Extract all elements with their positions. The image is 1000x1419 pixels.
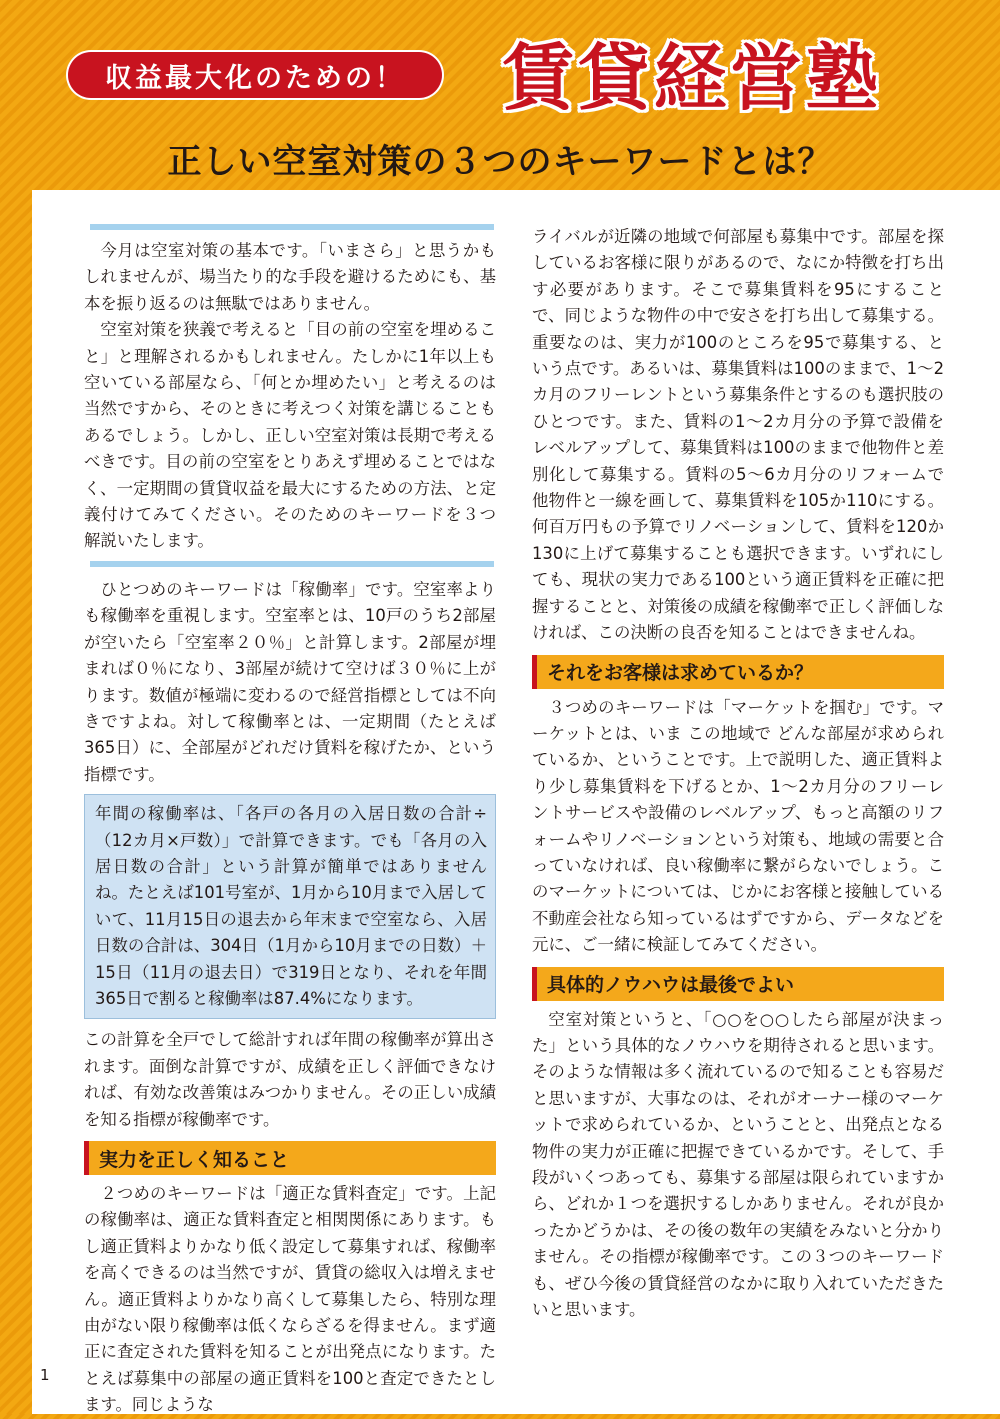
final-paragraph: 空室対策というと、「○○を○○したら部屋が決まった」という具体的なノウハウを期待されると思います。そのような情報は多く流れているので知ることも容易だと思いますが、大事なのは、それがオーナー様のマーケットで求められているか、ということと、出発点となる物件の実力が正確に把握できているかです。そして、手段がいくつあっても、募集する部屋は限られていますから、どれか１つを選択するしかありません。それが良かったかどうかは、その後の数年の実績をみないと分かりません。その指標が稼働率です。この３つのキーワードも、ぜひ今後の賃貸経営のなかに取り入れていただきたいと思います。 — [532, 1009, 944, 1320]
keyword2-continuation: ライバルが近隣の地域で何部屋も募集中です。部屋を探しているお客様に限りがあるので、なにか特徴を打ち出す必要があります。そこで募集賃料を95にすることで、同じような物件の中で安さを打ち出して募集する。重要なのは、実力が100のところを95で募集する、という点です。あるいは、募集賃料は100のままで、1～2カ月のフリーレントという募集条件とするのも選択肢のひとつです。また、賃料の1～2カ月分の予算で設備をレベルアップして、募集賃料は100のままで他物件と差別化して募集する。賃料の5～6カ月分のリフォームで他物件と一線を画して、募集賃料を105か110にする。何百万円もの予算でリノベーションして、賃料を120か130に上げて募集することも選択できます。いずれにしても、現状の実力である100という適正賃料を正確に把握することと、対策後の成績を稼働率で正しく評価しなければ、この決断の良否を知ることはできませんね。 — [532, 227, 944, 643]
keyword1-conclusion: この計算を全戸でして総計すれば年間の稼働率が算出されます。面倒な計算ですが、成績を正しく評価できなければ、有効な改善策はみつかりません。その正しい成績を知る指標が稼働率です。 — [84, 1030, 496, 1129]
right-column — [532, 224, 944, 1323]
keyword2-paragraph: ２つめのキーワードは「適正な賃料査定」です。上記の稼働率は、適正な賃料査定と相関関係にあります。もし適正賃料よりかなり低く設定して募集すれば、稼働率を高くできるのは当然ですが、賃貸の総収入は増えません。適正賃料よりかなり高くして募集したら、特別な理由がない限り稼働率は低くならざるを得ません。まず適正に査定された賃料を知ることが出発点になります。たとえば募集中の部屋の適正賃料を100と査定できたとします。同じような — [84, 1184, 496, 1415]
left-column — [84, 224, 496, 1419]
blue-rule-divider — [90, 224, 494, 230]
intro-paragraph-1: 今月は空室対策の基本です。「いまさら」と思うかもしれませんが、場当たり的な手段を避けるためにも、基本を振り返るのは無駄ではありません。 — [84, 241, 496, 313]
article-sheet — [32, 190, 1000, 1414]
section-heading-label: 実力を正しく知ること — [99, 1148, 290, 1171]
page-title: 賃貸経営塾 — [501, 36, 882, 120]
keyword1-paragraph: ひとつめのキーワードは「稼働率」です。空室率よりも稼働率を重視します。空室率とは、10戸のうち2部屋が空いたら「空室率２０％」と計算します。2部屋が埋まれば０％になり、3部屋が続けて空けば３０％に上がります。数値が極端に変わるので経営指標としては不向きですよね。対して稼働率とは、一定期間（たとえば365日）に、全部屋がどれだけ賃料を稼げたか、という指標です。 — [84, 579, 496, 784]
section-heading-label: 具体的ノウハウは最後でよい — [547, 974, 795, 997]
section-heading-know-strength — [84, 1141, 496, 1175]
page-number: 1 — [40, 1366, 50, 1384]
page-header — [0, 0, 1000, 190]
blue-rule-divider — [90, 561, 494, 567]
keyword3-paragraph: ３つめのキーワードは「マーケットを掴む」です。マーケットとは、いま この地域で どんな部屋が求められているか、ということです。上で説明した、適正賃料より少し募集賃料を下げるとか、1～2カ月分のフリーレントサービスや設備のレベルアップ、もっと高額のリフォームやリノベーションという対策も、地域の需要と合っていなければ、良い稼働率に繋がらないでしょう。このマーケットについては、じかにお客様と接触している不動産会社なら知っているはずですから、データなどを元に、ご一緒に検証してみてください。 — [532, 697, 944, 955]
section-heading-customer-demand — [532, 655, 944, 689]
header-tag: 収益最大化のための！ — [68, 52, 442, 98]
section-heading-label: それをお客様は求めているか？ — [547, 662, 814, 684]
intro-paragraph-2: 空室対策を狭義で考えると「目の前の空室を埋めること」と理解されるかもしれません。たしかに1年以上も空いている部屋なら、「何とか埋めたい」と考えるのは当然ですから、そのときに考えつく対策を講じることもあるでしょう。しかし、正しい空室対策は長期で考えるべきです。目の前の空室をとりあえず埋めることではなく、一定期間の賃貸収益を最大にするための方法、と定義付けてみてください。そのためのキーワードを３つ 解説いたします。 — [84, 320, 496, 551]
page-subtitle: 正しい空室対策の３つのキーワードとは？ — [167, 141, 833, 182]
occupancy-calc-box: 年間の稼働率は、「各戸の各月の入居日数の合計÷（12カ月×戸数）」で計算できます。でも「各月の入居日数の合計」という計算が簡単ではありませんね。たとえば101号室が、1月から10月まで入居していて、11月15日の退去から年末まで空室なら、入居日数の合計は、304日（1月から10月までの日数）＋15日（11月の退去日）で319日となり、それを年間365日で割ると稼働率は87.4%になります。 — [84, 794, 496, 1019]
section-heading-knowhow-last — [532, 967, 944, 1001]
